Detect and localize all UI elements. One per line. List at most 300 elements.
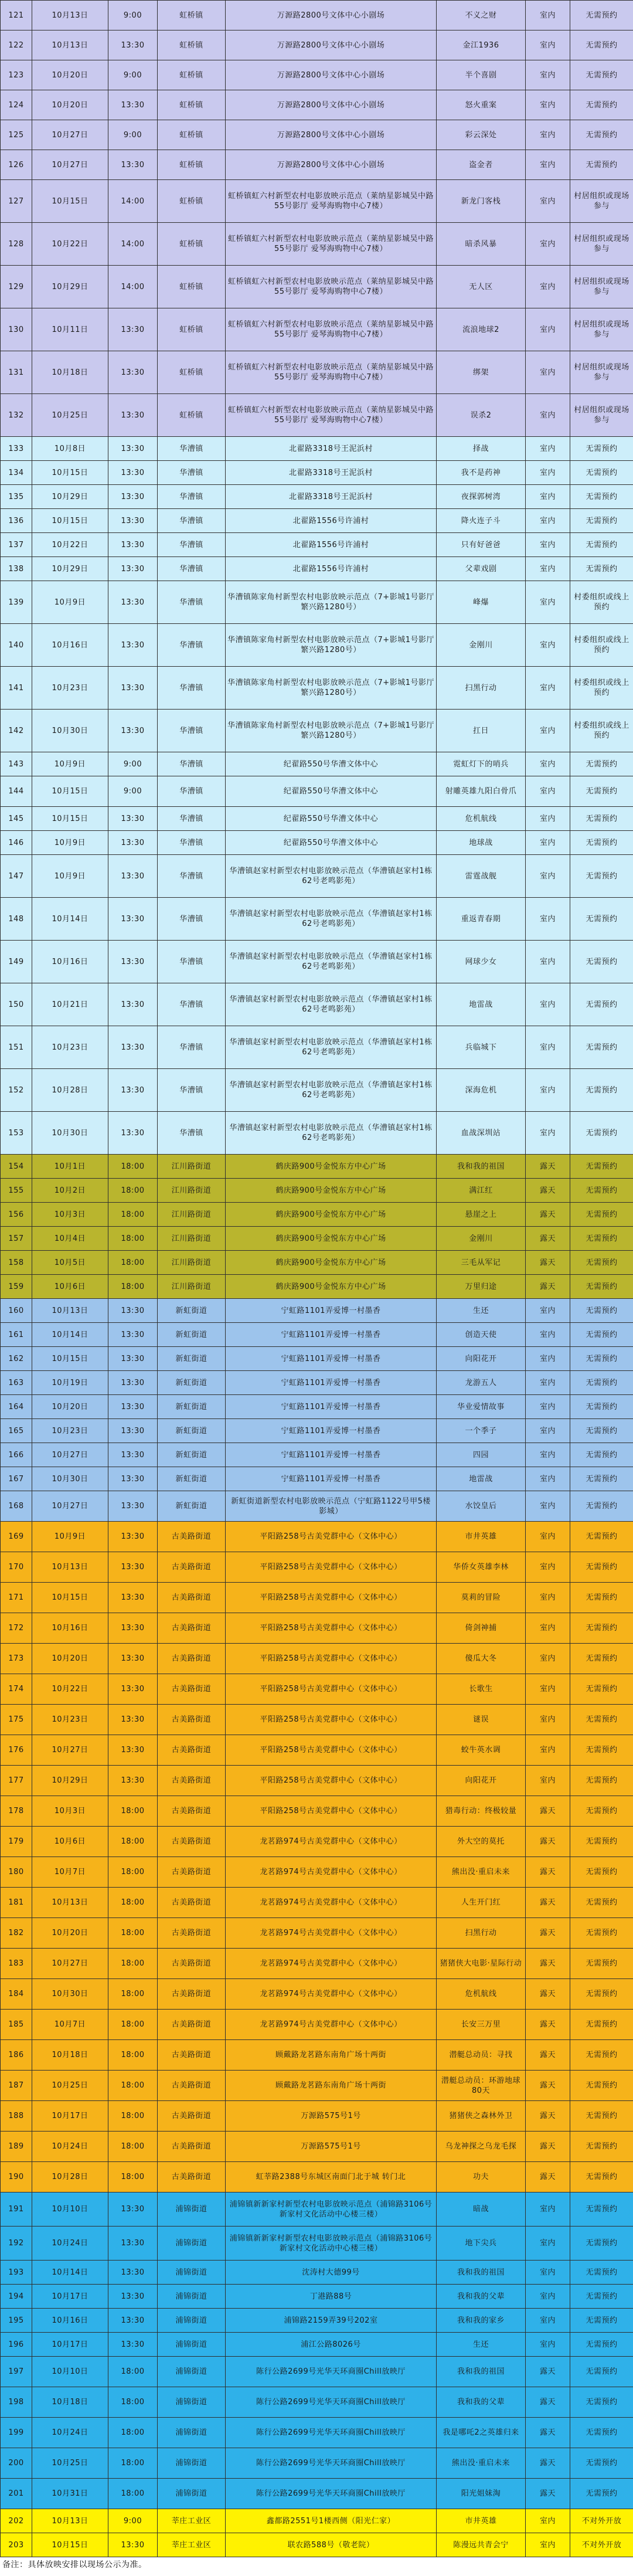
town-cell: 华漕镇 [158, 710, 226, 752]
table-row [1, 898, 633, 941]
film-title-cell: 我和我的祖国 [437, 2357, 526, 2387]
town-cell: 新虹街道 [158, 1299, 226, 1323]
date-cell: 10月7日 [32, 1857, 108, 1888]
row-number: 168 [1, 1491, 32, 1522]
venue-cell: 平阳路258号古美党群中心（文体中心） [226, 1766, 437, 1796]
time-cell: 9:00 [108, 120, 158, 150]
date-cell: 10月6日 [32, 1827, 108, 1857]
indoor-outdoor-cell: 露天 [526, 2071, 570, 2101]
film-title-cell: 我是哪吒2之英雄归来 [437, 2418, 526, 2448]
venue-cell: 华漕镇陈家角村新型农村电影放映示范点（7+影城1号影厅繁兴路1280号） [226, 667, 437, 710]
booking-cell: 无需预约 [570, 2333, 633, 2357]
row-number: 134 [1, 461, 32, 485]
booking-cell: 无需预约 [570, 1203, 633, 1227]
date-cell: 10月27日 [32, 1735, 108, 1766]
table-row [1, 2010, 633, 2040]
table-row [1, 1347, 633, 1371]
film-title-cell: 创造天使 [437, 1323, 526, 1347]
indoor-outdoor-cell: 室内 [526, 1522, 570, 1552]
venue-cell: 虹桥镇虹六村新型农村电影放映示范点（莱纳星影城吴中路55号影厅 爱琴海购物中心7楼） [226, 223, 437, 266]
booking-cell: 村委组织或线上预约 [570, 710, 633, 752]
row-number: 158 [1, 1251, 32, 1275]
film-title-cell: 华业爱情故事 [437, 1395, 526, 1419]
time-cell: 18:00 [108, 2010, 158, 2040]
indoor-outdoor-cell: 室内 [526, 1674, 570, 1705]
time-cell: 13:30 [108, 2309, 158, 2333]
row-number: 180 [1, 1857, 32, 1888]
booking-cell: 无需预约 [570, 776, 633, 807]
table-row [1, 752, 633, 776]
row-number: 152 [1, 1069, 32, 1112]
film-title-cell: 怒火重案 [437, 90, 526, 120]
schedule-body [1, 1, 633, 2557]
row-number: 181 [1, 1888, 32, 1918]
table-row [1, 308, 633, 351]
time-cell: 13:30 [108, 624, 158, 667]
film-title-cell: 暗杀风暴 [437, 223, 526, 266]
row-number: 144 [1, 776, 32, 807]
booking-cell: 无需预约 [570, 1644, 633, 1674]
indoor-outdoor-cell: 露天 [526, 1979, 570, 2010]
row-number: 135 [1, 485, 32, 509]
table-row [1, 581, 633, 624]
venue-cell: 沈涛村大德99号 [226, 2261, 437, 2285]
table-row [1, 30, 633, 60]
row-number: 126 [1, 150, 32, 180]
town-cell: 新虹街道 [158, 1419, 226, 1443]
indoor-outdoor-cell: 室内 [526, 90, 570, 120]
table-row [1, 2387, 633, 2418]
date-cell: 10月25日 [32, 2071, 108, 2101]
film-title-cell: 地球战 [437, 831, 526, 855]
table-row [1, 1026, 633, 1069]
venue-cell: 联农路588号（敬老院） [226, 2533, 437, 2557]
date-cell: 10月1日 [32, 1155, 108, 1179]
row-number: 198 [1, 2387, 32, 2418]
row-number: 170 [1, 1552, 32, 1583]
indoor-outdoor-cell: 露天 [526, 1918, 570, 1949]
film-title-cell: 绑架 [437, 351, 526, 394]
booking-cell: 无需预约 [570, 1949, 633, 1979]
indoor-outdoor-cell: 露天 [526, 1275, 570, 1299]
row-number: 178 [1, 1796, 32, 1827]
time-cell: 13:30 [108, 1705, 158, 1735]
booking-cell: 无需预约 [570, 30, 633, 60]
town-cell: 华漕镇 [158, 509, 226, 533]
time-cell: 13:30 [108, 855, 158, 898]
town-cell: 虹桥镇 [158, 223, 226, 266]
town-cell: 莘庄工业区 [158, 2509, 226, 2533]
row-number: 192 [1, 2227, 32, 2261]
date-cell: 10月15日 [32, 509, 108, 533]
date-cell: 10月20日 [32, 60, 108, 90]
booking-cell: 无需预约 [570, 2071, 633, 2101]
date-cell: 10月29日 [32, 485, 108, 509]
table-row [1, 1299, 633, 1323]
row-number: 157 [1, 1227, 32, 1251]
town-cell: 古美路街道 [158, 1705, 226, 1735]
table-row [1, 1069, 633, 1112]
date-cell: 10月14日 [32, 898, 108, 941]
venue-cell: 纪翟路550号华漕文体中心 [226, 831, 437, 855]
venue-cell: 万源路2800号文体中心小剧场 [226, 1, 437, 30]
film-title-cell: 我和我的祖国 [437, 1155, 526, 1179]
time-cell: 18:00 [108, 1949, 158, 1979]
venue-cell: 宁虹路1101弄爱博一村墨香 [226, 1395, 437, 1419]
film-title-cell: 金刚川 [437, 1227, 526, 1251]
table-row [1, 2533, 633, 2557]
venue-cell: 虹桥镇虹六村新型农村电影放映示范点（莱纳星影城吴中路55号影厅 爱琴海购物中心7楼） [226, 266, 437, 308]
town-cell: 华漕镇 [158, 855, 226, 898]
venue-cell: 华漕镇赵家村新型农村电影放映示范点（华漕镇赵家村1栋62号老鸣影苑） [226, 983, 437, 1026]
venue-cell: 虹莘路2388号东城区南面门北于城 转门北 [226, 2162, 437, 2193]
booking-cell: 无需预约 [570, 1251, 633, 1275]
town-cell: 古美路街道 [158, 1918, 226, 1949]
booking-cell: 无需预约 [570, 1827, 633, 1857]
film-title-cell: 倚剑神捕 [437, 1613, 526, 1644]
booking-cell: 无需预约 [570, 1918, 633, 1949]
venue-cell: 龙茗路974号古美党群中心（文体中心） [226, 1918, 437, 1949]
indoor-outdoor-cell: 室内 [526, 351, 570, 394]
film-title-cell: 无人区 [437, 266, 526, 308]
town-cell: 古美路街道 [158, 1613, 226, 1644]
venue-cell: 浦锦镇新新家村新型农村电影放映示范点（浦锦路3106号新家村文化活动中心楼三楼） [226, 2193, 437, 2227]
row-number: 195 [1, 2309, 32, 2333]
date-cell: 10月27日 [32, 1949, 108, 1979]
table-row [1, 557, 633, 581]
row-number: 176 [1, 1735, 32, 1766]
row-number: 147 [1, 855, 32, 898]
table-row [1, 1644, 633, 1674]
film-title-cell: 傻瓜大冬 [437, 1644, 526, 1674]
row-number: 128 [1, 223, 32, 266]
date-cell: 10月15日 [32, 461, 108, 485]
booking-cell: 无需预约 [570, 2040, 633, 2071]
town-cell: 古美路街道 [158, 2162, 226, 2193]
town-cell: 古美路街道 [158, 1979, 226, 2010]
booking-cell: 无需预约 [570, 533, 633, 557]
indoor-outdoor-cell: 露天 [526, 2418, 570, 2448]
row-number: 148 [1, 898, 32, 941]
town-cell: 新虹街道 [158, 1491, 226, 1522]
town-cell: 江川路街道 [158, 1155, 226, 1179]
town-cell: 华漕镇 [158, 1026, 226, 1069]
time-cell: 13:30 [108, 1371, 158, 1395]
row-number: 129 [1, 266, 32, 308]
venue-cell: 虹桥镇虹六村新型农村电影放映示范点（莱纳星影城吴中路55号影厅 爱琴海购物中心7楼） [226, 308, 437, 351]
footer-note: 备注：具体放映安排以现场公示为准。 [2, 2560, 147, 2570]
film-title-cell: 熊出没·重启未来 [437, 2448, 526, 2479]
row-number: 137 [1, 533, 32, 557]
table-row [1, 1179, 633, 1203]
film-title-cell: 霓虹灯下的哨兵 [437, 752, 526, 776]
time-cell: 18:00 [108, 1827, 158, 1857]
town-cell: 华漕镇 [158, 776, 226, 807]
date-cell: 10月13日 [32, 30, 108, 60]
town-cell: 华漕镇 [158, 1112, 226, 1155]
booking-cell: 无需预约 [570, 1766, 633, 1796]
venue-cell: 万源路575号1号 [226, 2101, 437, 2132]
table-row [1, 2193, 633, 2227]
film-title-cell: 射雕英雄九阳白骨爪 [437, 776, 526, 807]
table-row [1, 1203, 633, 1227]
table-row [1, 1796, 633, 1827]
booking-cell: 村居组织或现场参与 [570, 394, 633, 437]
time-cell: 18:00 [108, 2448, 158, 2479]
row-number: 172 [1, 1613, 32, 1644]
booking-cell: 无需预约 [570, 2418, 633, 2448]
row-number: 142 [1, 710, 32, 752]
table-row [1, 2479, 633, 2509]
venue-cell: 万源路2800号文体中心小剧场 [226, 30, 437, 60]
indoor-outdoor-cell: 室内 [526, 1395, 570, 1419]
town-cell: 华漕镇 [158, 941, 226, 983]
booking-cell: 无需预约 [570, 1674, 633, 1705]
date-cell: 10月10日 [32, 2357, 108, 2387]
time-cell: 13:30 [108, 351, 158, 394]
table-row [1, 60, 633, 90]
venue-cell: 鹤庆路900号金悦东方中心广场 [226, 1203, 437, 1227]
booking-cell: 无需预约 [570, 752, 633, 776]
date-cell: 10月29日 [32, 266, 108, 308]
film-title-cell: 向阳花开 [437, 1347, 526, 1371]
table-row [1, 1735, 633, 1766]
film-title-cell: 父辈戏剧 [437, 557, 526, 581]
venue-cell: 平阳路258号古美党群中心（文体中心） [226, 1613, 437, 1644]
row-number: 132 [1, 394, 32, 437]
film-title-cell: 雷霆战舰 [437, 855, 526, 898]
venue-cell: 龙茗路974号古美党群中心（文体中心） [226, 1857, 437, 1888]
row-number: 125 [1, 120, 32, 150]
row-number: 185 [1, 2010, 32, 2040]
booking-cell: 无需预约 [570, 150, 633, 180]
booking-cell: 无需预约 [570, 2162, 633, 2193]
indoor-outdoor-cell: 室内 [526, 30, 570, 60]
venue-cell: 北翟路1556号许浦村 [226, 533, 437, 557]
row-number: 155 [1, 1179, 32, 1203]
booking-cell: 无需预约 [570, 1735, 633, 1766]
table-row [1, 1275, 633, 1299]
row-number: 161 [1, 1323, 32, 1347]
row-number: 151 [1, 1026, 32, 1069]
date-cell: 10月16日 [32, 1613, 108, 1644]
date-cell: 10月29日 [32, 1766, 108, 1796]
row-number: 150 [1, 983, 32, 1026]
date-cell: 10月23日 [32, 667, 108, 710]
venue-cell: 北翟路3318号王泥浜村 [226, 485, 437, 509]
town-cell: 古美路街道 [158, 1949, 226, 1979]
time-cell: 13:30 [108, 898, 158, 941]
venue-cell: 宁虹路1101弄爱博一村墨香 [226, 1419, 437, 1443]
venue-cell: 平阳路258号古美党群中心（文体中心） [226, 1796, 437, 1827]
indoor-outdoor-cell: 室内 [526, 1, 570, 30]
indoor-outdoor-cell: 室内 [526, 2333, 570, 2357]
booking-cell: 无需预约 [570, 2193, 633, 2227]
venue-cell: 丁港路88号 [226, 2285, 437, 2309]
time-cell: 13:30 [108, 1491, 158, 1522]
booking-cell: 无需预约 [570, 1491, 633, 1522]
venue-cell: 平阳路258号古美党群中心（文体中心） [226, 1674, 437, 1705]
time-cell: 13:30 [108, 831, 158, 855]
film-title-cell: 功夫 [437, 2162, 526, 2193]
row-number: 127 [1, 180, 32, 223]
date-cell: 10月18日 [32, 2040, 108, 2071]
town-cell: 华漕镇 [158, 557, 226, 581]
table-row [1, 1766, 633, 1796]
time-cell: 13:30 [108, 581, 158, 624]
film-title-cell: 四园 [437, 1443, 526, 1467]
venue-cell: 平阳路258号古美党群中心（文体中心） [226, 1735, 437, 1766]
time-cell: 13:30 [108, 150, 158, 180]
film-title-cell: 潜艇总动员：环游地球80天 [437, 2071, 526, 2101]
film-title-cell: 半个喜剧 [437, 60, 526, 90]
indoor-outdoor-cell: 室内 [526, 1323, 570, 1347]
venue-cell: 浦锦路2159弄39号202室 [226, 2309, 437, 2333]
time-cell: 18:00 [108, 2101, 158, 2132]
row-number: 163 [1, 1371, 32, 1395]
row-number: 183 [1, 1949, 32, 1979]
time-cell: 13:30 [108, 485, 158, 509]
film-title-cell: 我和我的祖国 [437, 2261, 526, 2285]
town-cell: 古美路街道 [158, 2132, 226, 2162]
row-number: 191 [1, 2193, 32, 2227]
film-title-cell: 暗战 [437, 2193, 526, 2227]
table-row [1, 120, 633, 150]
film-title-cell: 向阳花开 [437, 1766, 526, 1796]
time-cell: 18:00 [108, 2357, 158, 2387]
booking-cell: 无需预约 [570, 485, 633, 509]
venue-cell: 万源路2800号文体中心小剧场 [226, 60, 437, 90]
row-number: 124 [1, 90, 32, 120]
table-row [1, 1371, 633, 1395]
table-row [1, 180, 633, 223]
town-cell: 虹桥镇 [158, 308, 226, 351]
town-cell: 虹桥镇 [158, 180, 226, 223]
indoor-outdoor-cell: 室内 [526, 983, 570, 1026]
town-cell: 华漕镇 [158, 581, 226, 624]
town-cell: 江川路街道 [158, 1275, 226, 1299]
booking-cell: 无需预约 [570, 2227, 633, 2261]
film-title-cell: 我和我的父辈 [437, 2285, 526, 2309]
time-cell: 13:30 [108, 2227, 158, 2261]
indoor-outdoor-cell: 室内 [526, 1299, 570, 1323]
indoor-outdoor-cell: 室内 [526, 2227, 570, 2261]
booking-cell: 无需预约 [570, 1467, 633, 1491]
town-cell: 古美路街道 [158, 1766, 226, 1796]
date-cell: 10月21日 [32, 983, 108, 1026]
table-row [1, 1674, 633, 1705]
time-cell: 13:30 [108, 1522, 158, 1552]
table-row [1, 1155, 633, 1179]
date-cell: 10月13日 [32, 1888, 108, 1918]
indoor-outdoor-cell: 室内 [526, 308, 570, 351]
booking-cell: 无需预约 [570, 1155, 633, 1179]
film-title-cell: 悬崖之上 [437, 1203, 526, 1227]
film-title-cell: 金刚川 [437, 624, 526, 667]
date-cell: 10月24日 [32, 2132, 108, 2162]
date-cell: 10月15日 [32, 2533, 108, 2557]
date-cell: 10月25日 [32, 394, 108, 437]
date-cell: 10月19日 [32, 1371, 108, 1395]
time-cell: 18:00 [108, 2162, 158, 2193]
time-cell: 13:30 [108, 1766, 158, 1796]
film-title-cell: 金江1936 [437, 30, 526, 60]
film-title-cell: 长歌生 [437, 1674, 526, 1705]
town-cell: 虹桥镇 [158, 394, 226, 437]
venue-cell: 鹤庆路900号金悦东方中心广场 [226, 1275, 437, 1299]
venue-cell: 龙茗路974号古美党群中心（文体中心） [226, 1888, 437, 1918]
town-cell: 古美路街道 [158, 1522, 226, 1552]
indoor-outdoor-cell: 室内 [526, 1552, 570, 1583]
venue-cell: 浦锦镇新新家村新型农村电影放映示范点（浦锦路3106号新家村文化活动中心楼三楼） [226, 2227, 437, 2261]
time-cell: 13:30 [108, 1395, 158, 1419]
time-cell: 13:30 [108, 533, 158, 557]
film-title-cell: 谜误 [437, 1705, 526, 1735]
town-cell: 虹桥镇 [158, 266, 226, 308]
table-row [1, 855, 633, 898]
time-cell: 18:00 [108, 2387, 158, 2418]
time-cell: 18:00 [108, 1918, 158, 1949]
time-cell: 13:30 [108, 1026, 158, 1069]
venue-cell: 北翟路1556号许浦村 [226, 509, 437, 533]
film-title-cell: 流浪地球2 [437, 308, 526, 351]
time-cell: 18:00 [108, 1857, 158, 1888]
time-cell: 13:30 [108, 461, 158, 485]
row-number: 193 [1, 2261, 32, 2285]
indoor-outdoor-cell: 室内 [526, 2193, 570, 2227]
date-cell: 10月24日 [32, 2227, 108, 2261]
table-row [1, 461, 633, 485]
table-row [1, 624, 633, 667]
booking-cell: 无需预约 [570, 1796, 633, 1827]
time-cell: 18:00 [108, 1251, 158, 1275]
row-number: 186 [1, 2040, 32, 2071]
table-row [1, 1227, 633, 1251]
indoor-outdoor-cell: 露天 [526, 1155, 570, 1179]
indoor-outdoor-cell: 露天 [526, 2387, 570, 2418]
film-title-cell: 长安三万里 [437, 2010, 526, 2040]
row-number: 156 [1, 1203, 32, 1227]
time-cell: 13:30 [108, 807, 158, 831]
table-row [1, 1949, 633, 1979]
booking-cell: 无需预约 [570, 1395, 633, 1419]
date-cell: 10月9日 [32, 581, 108, 624]
row-number: 136 [1, 509, 32, 533]
booking-cell: 村委组织或线上预约 [570, 581, 633, 624]
table-row [1, 485, 633, 509]
film-title-cell: 万里归途 [437, 1275, 526, 1299]
indoor-outdoor-cell: 露天 [526, 2162, 570, 2193]
date-cell: 10月24日 [32, 2418, 108, 2448]
film-title-cell: 危机航线 [437, 807, 526, 831]
date-cell: 10月27日 [32, 120, 108, 150]
table-row [1, 1552, 633, 1583]
venue-cell: 宁虹路1101弄爱博一村墨香 [226, 1323, 437, 1347]
town-cell: 江川路街道 [158, 1179, 226, 1203]
table-row [1, 2509, 633, 2533]
time-cell: 13:30 [108, 1552, 158, 1583]
indoor-outdoor-cell: 室内 [526, 2509, 570, 2533]
town-cell: 华漕镇 [158, 437, 226, 461]
table-row [1, 2101, 633, 2132]
table-row [1, 2132, 633, 2162]
indoor-outdoor-cell: 室内 [526, 1583, 570, 1613]
booking-cell: 无需预约 [570, 1112, 633, 1155]
film-title-cell: 我不是药神 [437, 461, 526, 485]
booking-cell: 无需预约 [570, 983, 633, 1026]
row-number: 167 [1, 1467, 32, 1491]
time-cell: 13:30 [108, 1299, 158, 1323]
